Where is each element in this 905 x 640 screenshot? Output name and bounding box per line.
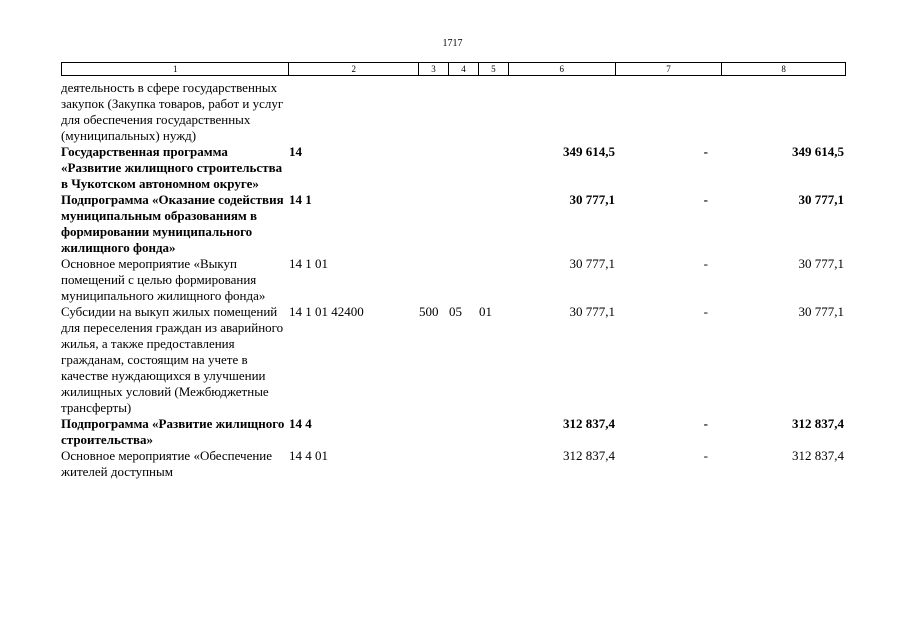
page-number: 1717 <box>442 38 463 49</box>
row-code: 14 4 <box>289 416 312 431</box>
row-code: 14 1 01 <box>289 256 328 271</box>
table-row <box>61 256 846 304</box>
row-col-4 <box>449 80 479 144</box>
table-row <box>61 304 846 416</box>
row-col-4 <box>449 192 479 256</box>
table-row <box>61 144 846 192</box>
row-col-8: 30 777,1 <box>798 192 844 207</box>
row-col-8: 30 777,1 <box>798 304 844 319</box>
row-col-8: 312 837,4 <box>792 416 844 431</box>
row-name: Подпрограмма «Развитие жилищного строительства» <box>61 416 285 447</box>
row-code: 14 <box>289 144 302 159</box>
row-col-7: - <box>703 144 708 159</box>
row-col-4 <box>449 144 479 192</box>
row-col-3: 500 <box>419 304 439 319</box>
row-name: Основное мероприятие «Выкуп помещений с целью формирования муниципального жилищного фонда» <box>61 256 266 303</box>
row-col-6: 349 614,5 <box>563 144 615 159</box>
row-code: 14 4 01 <box>289 448 328 463</box>
row-col-3 <box>419 80 449 144</box>
row-col-8: 349 614,5 <box>792 144 844 159</box>
row-col-6: 312 837,4 <box>563 448 615 463</box>
table-row <box>61 416 846 448</box>
row-col-5 <box>479 192 509 256</box>
header-col-7: 7 <box>616 63 723 75</box>
row-name: Государственная программа «Развитие жилищного строительства в Чукотском автономном округе» <box>61 144 283 191</box>
row-name: Субсидии на выкуп жилых помещений для переселения граждан из аварийного жилья, а также предоставления гражданам, состоящим на учете в качестве нуждающихся в улучшении жилищных условий (Межбюджетные трансферты) <box>61 304 284 415</box>
row-name: Основное мероприятие «Обеспечение жителей доступным <box>61 448 273 479</box>
row-col-3 <box>419 416 449 448</box>
table-row <box>61 448 846 480</box>
row-col-7: - <box>703 256 708 271</box>
header-col-1: 1 <box>62 63 289 75</box>
header-col-2: 2 <box>289 63 419 75</box>
row-col-7: - <box>703 304 708 319</box>
row-col-7: - <box>703 192 708 207</box>
row-code: 14 1 <box>289 192 312 207</box>
table-row <box>61 192 846 256</box>
table-body <box>61 80 846 480</box>
row-code <box>289 80 419 144</box>
row-col-5 <box>479 80 509 144</box>
header-col-3: 3 <box>419 63 449 75</box>
row-name: деятельность в сфере государственных закупок (Закупка товаров, работ и услуг для обеспечения государственных (муниципальных) нужд) <box>61 80 284 143</box>
row-col-3 <box>419 144 449 192</box>
row-col-8 <box>723 80 846 144</box>
row-col-4 <box>449 256 479 304</box>
row-col-4 <box>449 448 479 480</box>
row-col-4 <box>449 416 479 448</box>
row-col-6: 30 777,1 <box>569 304 615 319</box>
header-col-8: 8 <box>781 64 786 74</box>
row-col-8: 30 777,1 <box>798 256 844 271</box>
row-code: 14 1 01 42400 <box>289 304 364 319</box>
row-col-3 <box>419 192 449 256</box>
row-col-5 <box>479 448 509 480</box>
row-col-7 <box>616 80 723 144</box>
row-col-5 <box>479 144 509 192</box>
row-col-4: 05 <box>449 304 462 319</box>
row-col-5 <box>479 416 509 448</box>
row-col-5 <box>479 256 509 304</box>
row-col-6: 30 777,1 <box>569 256 615 271</box>
row-col-3 <box>419 448 449 480</box>
header-col-6: 6 <box>509 63 616 75</box>
table-header-row <box>61 62 846 76</box>
row-col-6 <box>509 80 616 144</box>
row-name: Подпрограмма «Оказание содействия муниципальным образованиям в формировании муниципального жилищного фонда» <box>61 192 284 255</box>
row-col-7: - <box>703 416 708 431</box>
row-col-7: - <box>703 448 708 463</box>
row-col-8: 312 837,4 <box>792 448 844 463</box>
header-col-4: 4 <box>449 63 479 75</box>
row-col-6: 30 777,1 <box>569 192 615 207</box>
header-col-5: 5 <box>479 63 509 75</box>
row-col-5: 01 <box>479 304 492 319</box>
row-col-6: 312 837,4 <box>563 416 615 431</box>
row-col-3 <box>419 256 449 304</box>
table-row <box>61 80 846 144</box>
